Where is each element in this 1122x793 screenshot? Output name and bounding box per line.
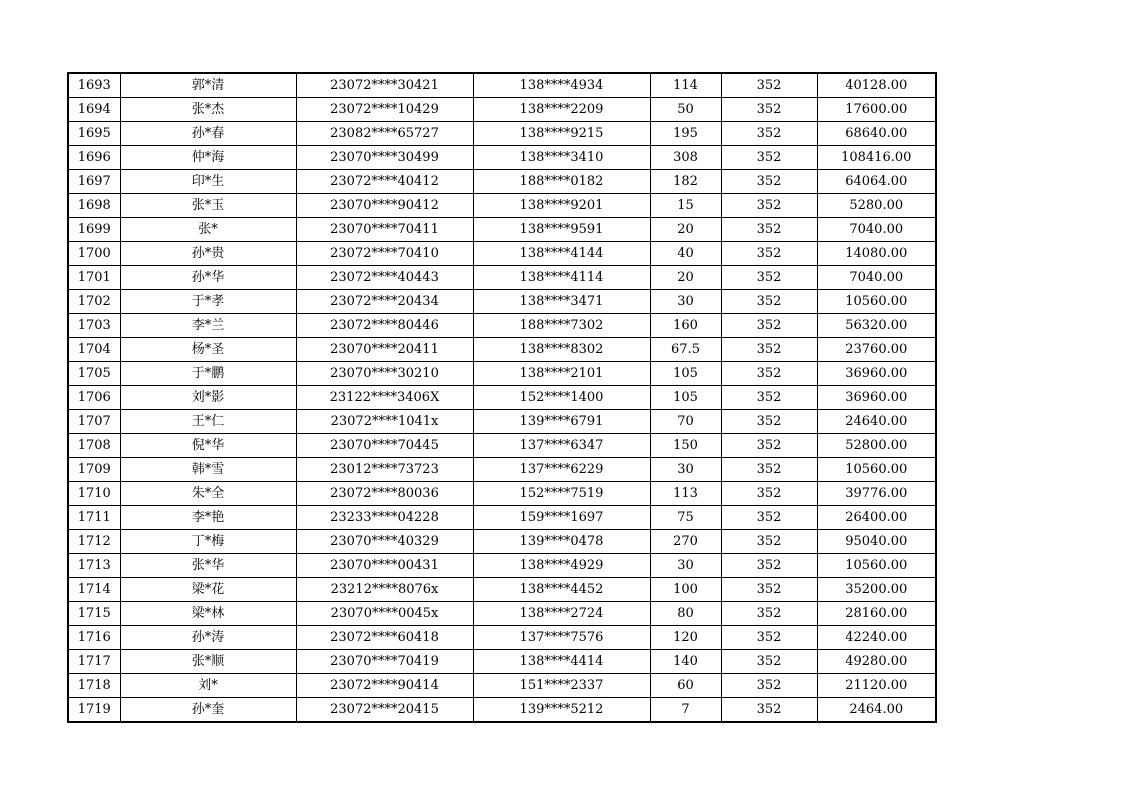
phone-cell: 151****2337 <box>473 674 650 698</box>
unit-price-cell: 352 <box>721 73 817 98</box>
phone-cell: 152****7519 <box>473 482 650 506</box>
amount-cell: 21120.00 <box>817 674 936 698</box>
quantity-cell: 140 <box>650 650 721 674</box>
row-number-cell: 1719 <box>68 698 120 723</box>
table-row <box>68 314 936 338</box>
table-row <box>68 218 936 242</box>
name-cell: 仲*海 <box>120 146 296 170</box>
amount-cell: 26400.00 <box>817 506 936 530</box>
name-cell: 梁*花 <box>120 578 296 602</box>
table-row <box>68 242 936 266</box>
unit-price-cell: 352 <box>721 290 817 314</box>
amount-cell: 10560.00 <box>817 290 936 314</box>
id-number-cell: 23012****73723 <box>296 458 473 482</box>
id-number-cell: 23070****30499 <box>296 146 473 170</box>
unit-price-cell: 352 <box>721 242 817 266</box>
amount-cell: 68640.00 <box>817 122 936 146</box>
table-row <box>68 458 936 482</box>
table-row <box>68 338 936 362</box>
name-cell: 王*仁 <box>120 410 296 434</box>
name-cell: 孙*春 <box>120 122 296 146</box>
phone-cell: 138****4114 <box>473 266 650 290</box>
phone-cell: 138****9201 <box>473 194 650 218</box>
phone-cell: 139****6791 <box>473 410 650 434</box>
phone-cell: 188****0182 <box>473 170 650 194</box>
row-number-cell: 1697 <box>68 170 120 194</box>
id-number-cell: 23072****30421 <box>296 73 473 98</box>
row-number-cell: 1694 <box>68 98 120 122</box>
amount-cell: 52800.00 <box>817 434 936 458</box>
quantity-cell: 105 <box>650 386 721 410</box>
unit-price-cell: 352 <box>721 698 817 723</box>
unit-price-cell: 352 <box>721 578 817 602</box>
name-cell: 孙*华 <box>120 266 296 290</box>
name-cell: 倪*华 <box>120 434 296 458</box>
name-cell: 韩*雪 <box>120 458 296 482</box>
unit-price-cell: 352 <box>721 410 817 434</box>
phone-cell: 139****0478 <box>473 530 650 554</box>
quantity-cell: 20 <box>650 266 721 290</box>
table-row <box>68 362 936 386</box>
unit-price-cell: 352 <box>721 314 817 338</box>
amount-cell: 42240.00 <box>817 626 936 650</box>
unit-price-cell: 352 <box>721 338 817 362</box>
phone-cell: 138****4452 <box>473 578 650 602</box>
name-cell: 李*兰 <box>120 314 296 338</box>
amount-cell: 7040.00 <box>817 266 936 290</box>
phone-cell: 138****3471 <box>473 290 650 314</box>
unit-price-cell: 352 <box>721 650 817 674</box>
row-number-cell: 1707 <box>68 410 120 434</box>
row-number-cell: 1709 <box>68 458 120 482</box>
row-number-cell: 1699 <box>68 218 120 242</box>
unit-price-cell: 352 <box>721 194 817 218</box>
table-row <box>68 290 936 314</box>
unit-price-cell: 352 <box>721 554 817 578</box>
row-number-cell: 1698 <box>68 194 120 218</box>
row-number-cell: 1701 <box>68 266 120 290</box>
unit-price-cell: 352 <box>721 98 817 122</box>
row-number-cell: 1718 <box>68 674 120 698</box>
row-number-cell: 1717 <box>68 650 120 674</box>
unit-price-cell: 352 <box>721 266 817 290</box>
name-cell: 孙*奎 <box>120 698 296 723</box>
quantity-cell: 113 <box>650 482 721 506</box>
name-cell: 丁*梅 <box>120 530 296 554</box>
phone-cell: 159****1697 <box>473 506 650 530</box>
phone-cell: 138****4934 <box>473 73 650 98</box>
row-number-cell: 1695 <box>68 122 120 146</box>
quantity-cell: 308 <box>650 146 721 170</box>
unit-price-cell: 352 <box>721 674 817 698</box>
name-cell: 孙*涛 <box>120 626 296 650</box>
phone-cell: 138****9591 <box>473 218 650 242</box>
amount-cell: 64064.00 <box>817 170 936 194</box>
quantity-cell: 80 <box>650 602 721 626</box>
phone-cell: 138****2724 <box>473 602 650 626</box>
amount-cell: 10560.00 <box>817 554 936 578</box>
amount-cell: 40128.00 <box>817 73 936 98</box>
table-row <box>68 674 936 698</box>
amount-cell: 24640.00 <box>817 410 936 434</box>
name-cell: 孙*贵 <box>120 242 296 266</box>
amount-cell: 2464.00 <box>817 698 936 723</box>
amount-cell: 49280.00 <box>817 650 936 674</box>
quantity-cell: 60 <box>650 674 721 698</box>
table-row <box>68 506 936 530</box>
id-number-cell: 23070****0045x <box>296 602 473 626</box>
table-row <box>68 626 936 650</box>
id-number-cell: 23072****80036 <box>296 482 473 506</box>
name-cell: 于*鹏 <box>120 362 296 386</box>
amount-cell: 108416.00 <box>817 146 936 170</box>
id-number-cell: 23070****70445 <box>296 434 473 458</box>
id-number-cell: 23072****90414 <box>296 674 473 698</box>
phone-cell: 138****4144 <box>473 242 650 266</box>
unit-price-cell: 352 <box>721 602 817 626</box>
unit-price-cell: 352 <box>721 458 817 482</box>
row-number-cell: 1705 <box>68 362 120 386</box>
quantity-cell: 40 <box>650 242 721 266</box>
row-number-cell: 1704 <box>68 338 120 362</box>
name-cell: 张*顺 <box>120 650 296 674</box>
quantity-cell: 114 <box>650 73 721 98</box>
row-number-cell: 1693 <box>68 73 120 98</box>
phone-cell: 137****6347 <box>473 434 650 458</box>
name-cell: 张*华 <box>120 554 296 578</box>
row-number-cell: 1714 <box>68 578 120 602</box>
row-number-cell: 1711 <box>68 506 120 530</box>
table-row <box>68 698 936 723</box>
table-row <box>68 578 936 602</box>
quantity-cell: 120 <box>650 626 721 650</box>
data-table <box>67 72 937 723</box>
phone-cell: 139****5212 <box>473 698 650 723</box>
name-cell: 于*孝 <box>120 290 296 314</box>
quantity-cell: 70 <box>650 410 721 434</box>
id-number-cell: 23070****40329 <box>296 530 473 554</box>
table-row <box>68 122 936 146</box>
table-row <box>68 482 936 506</box>
phone-cell: 188****7302 <box>473 314 650 338</box>
row-number-cell: 1713 <box>68 554 120 578</box>
amount-cell: 56320.00 <box>817 314 936 338</box>
quantity-cell: 182 <box>650 170 721 194</box>
id-number-cell: 23072****60418 <box>296 626 473 650</box>
unit-price-cell: 352 <box>721 170 817 194</box>
quantity-cell: 150 <box>650 434 721 458</box>
id-number-cell: 23212****8076x <box>296 578 473 602</box>
phone-cell: 137****7576 <box>473 626 650 650</box>
id-number-cell: 23122****3406X <box>296 386 473 410</box>
row-number-cell: 1712 <box>68 530 120 554</box>
id-number-cell: 23072****80446 <box>296 314 473 338</box>
unit-price-cell: 352 <box>721 362 817 386</box>
id-number-cell: 23082****65727 <box>296 122 473 146</box>
amount-cell: 39776.00 <box>817 482 936 506</box>
row-number-cell: 1710 <box>68 482 120 506</box>
table-row <box>68 98 936 122</box>
amount-cell: 35200.00 <box>817 578 936 602</box>
amount-cell: 36960.00 <box>817 362 936 386</box>
id-number-cell: 23072****70410 <box>296 242 473 266</box>
table-row <box>68 434 936 458</box>
quantity-cell: 100 <box>650 578 721 602</box>
phone-cell: 138****4414 <box>473 650 650 674</box>
name-cell: 刘* <box>120 674 296 698</box>
unit-price-cell: 352 <box>721 386 817 410</box>
table-row <box>68 194 936 218</box>
unit-price-cell: 352 <box>721 218 817 242</box>
amount-cell: 17600.00 <box>817 98 936 122</box>
row-number-cell: 1715 <box>68 602 120 626</box>
name-cell: 刘*影 <box>120 386 296 410</box>
table-row <box>68 170 936 194</box>
quantity-cell: 270 <box>650 530 721 554</box>
quantity-cell: 20 <box>650 218 721 242</box>
row-number-cell: 1708 <box>68 434 120 458</box>
table-row <box>68 410 936 434</box>
id-number-cell: 23072****20434 <box>296 290 473 314</box>
amount-cell: 5280.00 <box>817 194 936 218</box>
row-number-cell: 1696 <box>68 146 120 170</box>
phone-cell: 138****4929 <box>473 554 650 578</box>
quantity-cell: 50 <box>650 98 721 122</box>
quantity-cell: 75 <box>650 506 721 530</box>
id-number-cell: 23070****20411 <box>296 338 473 362</box>
row-number-cell: 1716 <box>68 626 120 650</box>
id-number-cell: 23070****70419 <box>296 650 473 674</box>
quantity-cell: 30 <box>650 290 721 314</box>
id-number-cell: 23070****70411 <box>296 218 473 242</box>
id-number-cell: 23070****90412 <box>296 194 473 218</box>
table-body <box>68 73 936 722</box>
id-number-cell: 23233****04228 <box>296 506 473 530</box>
phone-cell: 138****3410 <box>473 146 650 170</box>
quantity-cell: 160 <box>650 314 721 338</box>
id-number-cell: 23072****1041x <box>296 410 473 434</box>
name-cell: 郭*清 <box>120 73 296 98</box>
phone-cell: 138****2209 <box>473 98 650 122</box>
name-cell: 李*艳 <box>120 506 296 530</box>
amount-cell: 28160.00 <box>817 602 936 626</box>
phone-cell: 137****6229 <box>473 458 650 482</box>
name-cell: 梁*林 <box>120 602 296 626</box>
table-row <box>68 73 936 98</box>
unit-price-cell: 352 <box>721 626 817 650</box>
table-row <box>68 386 936 410</box>
id-number-cell: 23070****00431 <box>296 554 473 578</box>
quantity-cell: 15 <box>650 194 721 218</box>
quantity-cell: 30 <box>650 554 721 578</box>
table-row <box>68 146 936 170</box>
quantity-cell: 195 <box>650 122 721 146</box>
row-number-cell: 1706 <box>68 386 120 410</box>
name-cell: 张*杰 <box>120 98 296 122</box>
table-row <box>68 650 936 674</box>
phone-cell: 138****8302 <box>473 338 650 362</box>
id-number-cell: 23072****10429 <box>296 98 473 122</box>
unit-price-cell: 352 <box>721 122 817 146</box>
quantity-cell: 30 <box>650 458 721 482</box>
id-number-cell: 23072****40443 <box>296 266 473 290</box>
quantity-cell: 67.5 <box>650 338 721 362</box>
unit-price-cell: 352 <box>721 530 817 554</box>
name-cell: 张* <box>120 218 296 242</box>
table-row <box>68 266 936 290</box>
quantity-cell: 7 <box>650 698 721 723</box>
phone-cell: 138****9215 <box>473 122 650 146</box>
name-cell: 杨*圣 <box>120 338 296 362</box>
amount-cell: 7040.00 <box>817 218 936 242</box>
name-cell: 印*生 <box>120 170 296 194</box>
amount-cell: 95040.00 <box>817 530 936 554</box>
amount-cell: 14080.00 <box>817 242 936 266</box>
amount-cell: 23760.00 <box>817 338 936 362</box>
unit-price-cell: 352 <box>721 482 817 506</box>
name-cell: 张*玉 <box>120 194 296 218</box>
quantity-cell: 105 <box>650 362 721 386</box>
name-cell: 朱*全 <box>120 482 296 506</box>
unit-price-cell: 352 <box>721 434 817 458</box>
row-number-cell: 1700 <box>68 242 120 266</box>
id-number-cell: 23070****30210 <box>296 362 473 386</box>
unit-price-cell: 352 <box>721 506 817 530</box>
id-number-cell: 23072****40412 <box>296 170 473 194</box>
row-number-cell: 1703 <box>68 314 120 338</box>
table-row <box>68 530 936 554</box>
unit-price-cell: 352 <box>721 146 817 170</box>
id-number-cell: 23072****20415 <box>296 698 473 723</box>
table-row <box>68 554 936 578</box>
amount-cell: 10560.00 <box>817 458 936 482</box>
row-number-cell: 1702 <box>68 290 120 314</box>
phone-cell: 152****1400 <box>473 386 650 410</box>
amount-cell: 36960.00 <box>817 386 936 410</box>
table-row <box>68 602 936 626</box>
phone-cell: 138****2101 <box>473 362 650 386</box>
